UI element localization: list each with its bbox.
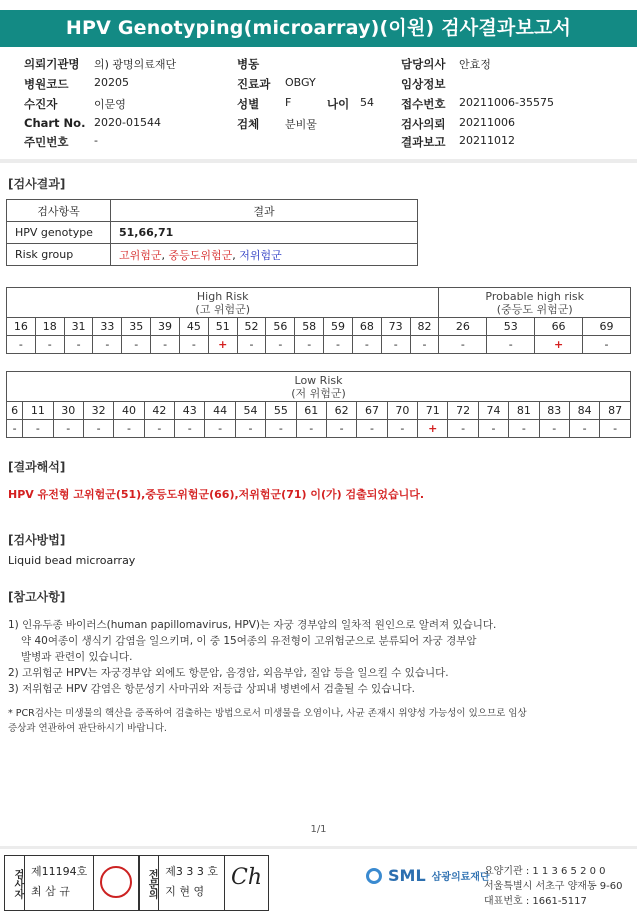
low-risk-subtitle: (저 위험군) (291, 386, 346, 400)
risk-group-label: Risk group (7, 244, 111, 266)
footer-contact (484, 864, 634, 909)
ward-label: 병동 (237, 57, 260, 71)
genotype-type-cell: 81 (509, 402, 539, 420)
risk-low: 저위험군 (239, 248, 282, 262)
specialist-label: 전문의 (139, 856, 159, 910)
high-risk-grid (6, 287, 631, 354)
high-risk-header (7, 288, 439, 318)
table-row (7, 222, 418, 244)
genotype-type-cell: 84 (569, 402, 599, 420)
genotype-result-cell: - (53, 420, 83, 438)
genotype-result-cell: - (235, 420, 265, 438)
genotype-type-cell: 51 (208, 318, 237, 336)
address: 서울특별시 서초구 양재동 9-60 (484, 881, 623, 892)
rrn-label: 주민번호 (24, 135, 69, 149)
dept-label: 진료과 (237, 77, 271, 91)
note-1: 1) 인유두종 바이러스(human papillomavirus, HPV)는 자궁 경부암의 일차적 원인으로 알려져 있습니다. (8, 619, 497, 631)
genotype-result-cell: - (205, 420, 235, 438)
genotype-label: HPV genotype (7, 222, 111, 244)
genotype-result-cell: - (144, 420, 174, 438)
receipt-label: 접수번호 (401, 97, 446, 111)
genotype-type-cell: 44 (205, 402, 235, 420)
genotype-type-cell: 54 (235, 402, 265, 420)
phone: 대표번호 : 1661-5117 (484, 896, 587, 907)
rrn-value: - (94, 134, 98, 147)
chart-label: Chart No. (24, 116, 86, 130)
low-risk-grid (6, 371, 631, 438)
genotype-result-cell: - (410, 336, 439, 354)
method-section-title: [검사방법] (8, 533, 66, 547)
footnote-line: * PCR검사는 미생물의 핵산을 증폭하여 검출하는 방법으로서 미생물을 오염이나, 사균 존재시 위양성 가능성이 있으므로 임상 (8, 708, 527, 719)
genotype-result-cell: - (381, 336, 410, 354)
tester-cell (25, 856, 94, 910)
genotype-result-cell: - (509, 420, 539, 438)
genotype-result-cell: + (535, 336, 583, 354)
results-section-title: [검사결과] (8, 177, 66, 191)
low-risk-header (7, 372, 631, 402)
notes-section-title: [참고사항] (8, 590, 66, 604)
tester-seal-cell (94, 856, 139, 910)
notes-list (8, 617, 628, 697)
genotype-value: 51,66,71 (111, 222, 418, 244)
genotype-type-cell: 11 (23, 402, 53, 420)
age-value: 54 (360, 96, 374, 109)
risk-high: 고위험군 (119, 248, 162, 262)
genotype-result-cell: - (583, 336, 631, 354)
genotype-result-cell: + (418, 420, 448, 438)
genotype-result-cell: + (208, 336, 237, 354)
dept-value: OBGY (285, 76, 316, 89)
high-risk-subtitle: (고 위험군) (195, 302, 250, 316)
footnote-line: 증상과 연관하여 판단하시기 바랍니다. (8, 723, 167, 734)
note-2: 2) 고위험군 HPV는 자궁경부암 외에도 항문암, 음경암, 외음부암, 질암 등을 일으킬 수 있습니다. (8, 667, 449, 679)
genotype-result-cell: - (175, 420, 205, 438)
genotype-result-cell: - (7, 420, 23, 438)
genotype-result-cell: - (600, 420, 631, 438)
genotype-type-cell: 68 (352, 318, 381, 336)
genotype-type-cell: 35 (122, 318, 151, 336)
genotype-result-cell: - (569, 420, 599, 438)
specialist-cell (159, 856, 225, 910)
institution-code: 요양기관 : 1 1 3 6 5 2 0 0 (484, 866, 606, 877)
request-label: 검사의뢰 (401, 117, 446, 131)
genotype-result-cell: - (357, 420, 387, 438)
specimen-label: 검체 (237, 117, 260, 131)
genotype-result-cell: - (295, 336, 324, 354)
sex-label: 성별 (237, 97, 260, 111)
genotype-result-cell: - (7, 336, 36, 354)
seal-icon (100, 866, 132, 898)
institution-label: 의뢰기관명 (24, 57, 80, 71)
report-date-value: 20211012 (459, 134, 515, 147)
col-item-header: 검사항목 (7, 200, 111, 222)
genotype-type-cell: 33 (93, 318, 122, 336)
genotype-result-cell: - (448, 420, 478, 438)
genotype-type-cell: 26 (439, 318, 487, 336)
genotype-type-cell: 16 (7, 318, 36, 336)
hospital-code-value: 20205 (94, 76, 129, 89)
genotype-result-cell: - (35, 336, 64, 354)
sml-logo (366, 866, 490, 885)
probable-risk-header (439, 288, 631, 318)
probable-risk-title: Probable high risk (485, 289, 585, 303)
col-result-header: 결과 (111, 200, 418, 222)
receipt-value: 20211006-35575 (459, 96, 554, 109)
genotype-type-cell: 59 (324, 318, 353, 336)
genotype-result-cell: - (114, 420, 144, 438)
request-value: 20211006 (459, 116, 515, 129)
genotype-result-cell: - (266, 336, 295, 354)
genotype-result-cell: - (266, 420, 296, 438)
genotype-type-cell: 82 (410, 318, 439, 336)
specialist-number: 제3 3 3 호 (165, 865, 218, 878)
tester-name: 최 삼 규 (31, 885, 70, 898)
genotype-type-cell: 72 (448, 402, 478, 420)
tester-label: 검사자 (5, 856, 25, 910)
specimen-value: 분비물 (285, 118, 317, 131)
genotype-type-cell: 43 (175, 402, 205, 420)
signature-icon: Ch (231, 865, 263, 890)
genotype-result-cell: - (296, 420, 326, 438)
genotype-type-cell: 66 (535, 318, 583, 336)
low-risk-title: Low Risk (294, 373, 343, 387)
genotype-result-cell: - (64, 336, 93, 354)
table-row (7, 244, 418, 266)
page-number: 1/1 (310, 824, 327, 835)
logo-text: SML (388, 866, 426, 885)
probable-risk-subtitle: (중등도 위험군) (496, 302, 573, 316)
genotype-type-cell: 18 (35, 318, 64, 336)
genotype-result-cell: - (122, 336, 151, 354)
genotype-type-cell: 6 (7, 402, 23, 420)
genotype-result-cell: - (324, 336, 353, 354)
genotype-type-cell: 87 (600, 402, 631, 420)
genotype-result-cell: - (179, 336, 208, 354)
genotype-result-cell: - (352, 336, 381, 354)
genotype-result-cell: - (237, 336, 266, 354)
institution-value: 의) 광명의료재단 (94, 58, 177, 71)
note-3: 3) 저위험군 HPV 감염은 항문성기 사마귀와 저등급 상피내 병변에서 검출될 수 있습니다. (8, 683, 415, 695)
note-1-cont: 약 40여종이 생식기 감염을 일으키며, 이 중 15여종의 유전형이 고위험군으로 분류되어 자궁 경부암 (21, 635, 477, 647)
genotype-type-cell: 71 (418, 402, 448, 420)
chart-value: 2020-01544 (94, 116, 161, 129)
logo-ring-icon (366, 868, 382, 884)
note-1-cont: 발병과 관련이 있습니다. (21, 651, 133, 663)
genotype-type-cell: 42 (144, 402, 174, 420)
genotype-type-cell: 83 (539, 402, 569, 420)
patient-info (0, 56, 637, 156)
genotype-type-cell: 31 (64, 318, 93, 336)
signature-block (4, 855, 269, 911)
genotype-type-cell: 74 (478, 402, 508, 420)
genotype-type-cell: 62 (326, 402, 356, 420)
patient-label: 수진자 (24, 97, 58, 111)
interpretation-text: HPV 유전형 고위험군(51),중등도위험군(66),저위험군(71) 이(가) 검출되었습니다. (8, 488, 425, 501)
risk-sep: , (161, 248, 169, 262)
genotype-result-cell: - (478, 420, 508, 438)
genotype-result-cell: - (387, 420, 417, 438)
genotype-type-cell: 53 (487, 318, 535, 336)
risk-mid: 중등도위험군 (168, 248, 233, 262)
doctor-value: 안효정 (459, 58, 491, 71)
divider (0, 159, 637, 163)
report-date-label: 결과보고 (401, 135, 446, 149)
sex-value: F (285, 96, 292, 109)
patient-value: 이문영 (94, 98, 126, 111)
genotype-type-cell: 52 (237, 318, 266, 336)
footnote (8, 706, 628, 736)
genotype-result-cell: - (487, 336, 535, 354)
genotype-type-cell: 58 (295, 318, 324, 336)
clinical-label: 임상정보 (401, 77, 446, 91)
org-name: 삼광의료재단 (431, 872, 490, 883)
hospital-code-label: 병원코드 (24, 77, 69, 91)
genotype-type-cell: 45 (179, 318, 208, 336)
age-label: 나이 (327, 97, 350, 111)
risk-sep: , (232, 248, 240, 262)
risk-group-value (111, 244, 418, 266)
results-table (6, 199, 418, 266)
genotype-type-cell: 39 (151, 318, 180, 336)
report-title: HPV Genotyping(microarray)(이원) 검사결과보고서 (0, 10, 637, 47)
specialist-name: 지 현 영 (165, 885, 205, 898)
genotype-type-cell: 56 (266, 318, 295, 336)
genotype-result-cell: - (83, 420, 113, 438)
genotype-result-cell: - (93, 336, 122, 354)
genotype-type-cell: 67 (357, 402, 387, 420)
genotype-result-cell: - (539, 420, 569, 438)
genotype-result-cell: - (23, 420, 53, 438)
genotype-type-cell: 55 (266, 402, 296, 420)
high-risk-title: High Risk (196, 289, 249, 303)
genotype-type-cell: 73 (381, 318, 410, 336)
method-text: Liquid bead microarray (8, 554, 136, 567)
divider (0, 846, 637, 849)
genotype-type-cell: 61 (296, 402, 326, 420)
genotype-type-cell: 30 (53, 402, 83, 420)
doctor-label: 담당의사 (401, 57, 446, 71)
genotype-type-cell: 69 (583, 318, 631, 336)
genotype-type-cell: 32 (83, 402, 113, 420)
genotype-result-cell: - (439, 336, 487, 354)
genotype-type-cell: 40 (114, 402, 144, 420)
genotype-result-cell: - (326, 420, 356, 438)
genotype-result-cell: - (151, 336, 180, 354)
genotype-type-cell: 70 (387, 402, 417, 420)
interpretation-section-title: [결과해석] (8, 460, 66, 474)
tester-number: 제11194호 (31, 865, 88, 878)
